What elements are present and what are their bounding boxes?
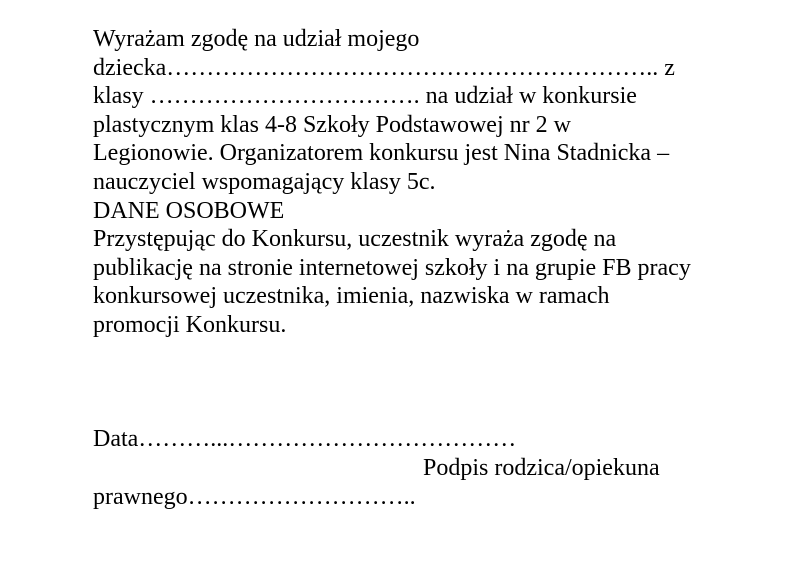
line-signature-blank: prawnego……………………….. [93,483,416,510]
line-consent-publication-4: promocji Konkursu. [93,311,287,338]
line-date-blank: Data………...……………………………… [93,426,517,453]
blank-spacer-line [93,397,760,426]
blank-spacer-line [93,368,760,397]
line-child-name-blank: dziecka…………………………………………………….. z [93,54,675,81]
blank-spacer-line [93,340,760,369]
line-teacher: nauczyciel wspomagający klasy 5c. [93,168,436,195]
line-organizer: Legionowie. Organizatorem konkursu jest Nina Stadnicka – [93,140,670,167]
heading-personal-data: DANE OSOBOWE [93,197,285,224]
line-contest-school: plastycznym klas 4-8 Szkoły Podstawowej nr 2 w [93,111,571,138]
line-consent-publication-2: publikację na stronie internetowej szkoły i na grupie FB pracy [93,254,691,281]
consent-form-text [93,25,760,511]
line-signature-label: Podpis rodzica/opiekuna [423,454,660,481]
line-class-blank: klasy ……………………………. na udział w konkursie [93,83,637,110]
line-consent-publication-3: konkursowej uczestnika, imienia, nazwiska w ramach [93,283,610,310]
line-consent-intro: Wyrażam zgodę na udział mojego [93,26,420,52]
line-consent-publication-1: Przystępując do Konkursu, uczestnik wyraża zgodę na [93,226,617,253]
